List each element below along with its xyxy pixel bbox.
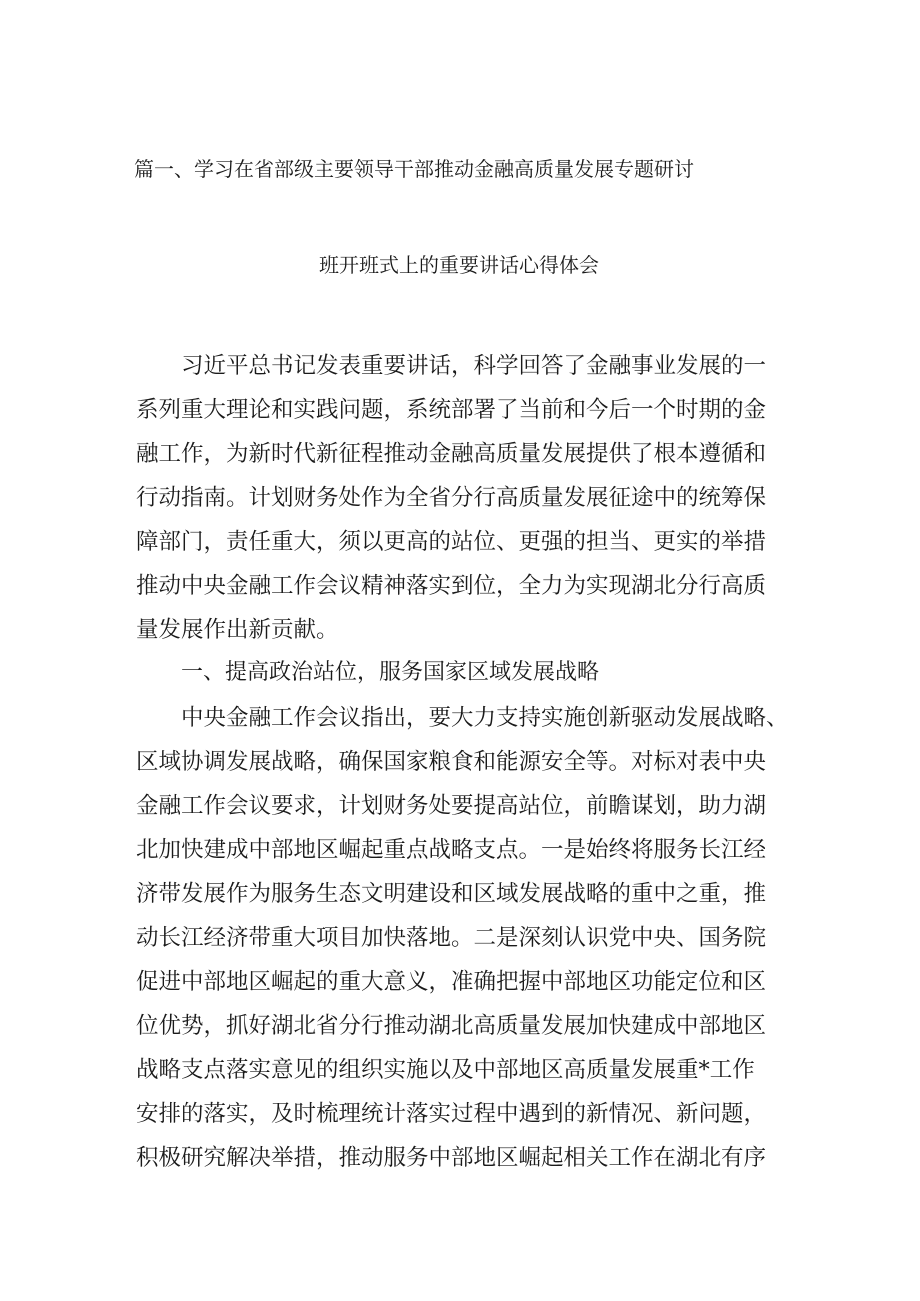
section-line: 金融工作会议要求，计划财务处要提高站位，前瞻谋划，助力湖 (136, 793, 767, 819)
section-line: 区域协调发展战略，确保国家粮食和能源安全等。对标对表中央 (136, 749, 767, 775)
section-line: 位优势，抓好湖北省分行推动湖北高质量发展加快建成中部地区 (136, 1013, 767, 1039)
document-title-line-2: 班开班式上的重要讲话心得体会 (319, 253, 599, 277)
section-line: 积极研究解决举措，推动服务中部地区崛起相关工作在湖北有序 (136, 1145, 767, 1171)
intro-line: 习近平总书记发表重要讲话，科学回答了金融事业发展的一 (181, 353, 767, 379)
intro-line: 推动中央金融工作会议精神落实到位，全力为实现湖北分行高质 (136, 573, 767, 599)
section-line: 战略支点落实意见的组织实施以及中部地区高质量发展重*工作 (136, 1057, 755, 1083)
document-title-line-1: 篇一、学习在省部级主要领导干部推动金融高质量发展专题研讨 (134, 157, 694, 181)
section-heading: 一、提高政治站位，服务国家区域发展战略 (181, 660, 600, 685)
section-line: 促进中部地区崛起的重大意义，准确把握中部地区功能定位和区 (136, 969, 767, 995)
section-line: 动长江经济带重大项目加快落地。二是深刻认识党中央、国务院 (136, 925, 767, 951)
section-line: 中央金融工作会议指出，要大力支持实施创新驱动发展战略、 (181, 705, 789, 731)
section-line: 济带发展作为服务生态文明建设和区域发展战略的重中之重，推 (136, 881, 767, 907)
intro-line: 系列重大理论和实践问题，系统部署了当前和今后一个时期的金 (136, 397, 767, 423)
intro-line: 融工作，为新时代新征程推动金融高质量发展提供了根本遵循和 (136, 441, 767, 467)
intro-line: 量发展作出新贡献。 (136, 617, 339, 643)
intro-line: 行动指南。计划财务处作为全省分行高质量发展征途中的统筹保 (136, 485, 767, 511)
section-line: 北加快建成中部地区崛起重点战略支点。一是始终将服务长江经 (136, 837, 767, 863)
section-line: 安排的落实，及时梳理统计落实过程中遇到的新情况、新问题， (136, 1101, 767, 1127)
intro-line: 障部门，责任重大，须以更高的站位、更强的担当、更实的举措 (136, 529, 767, 555)
